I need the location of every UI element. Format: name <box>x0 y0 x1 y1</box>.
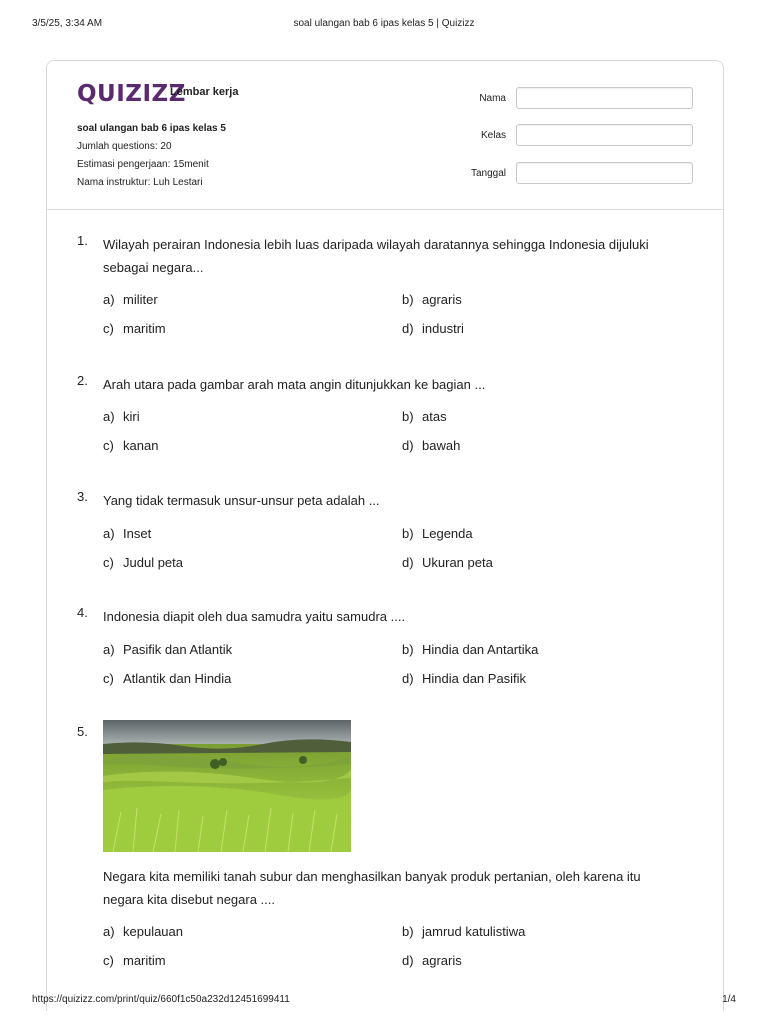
print-footer <box>0 994 768 1024</box>
worksheet <box>46 60 724 1011</box>
quiz-title: soal ulangan bab 6 ipas kelas 5 <box>77 123 226 134</box>
class-field[interactable] <box>516 124 693 146</box>
option-c: c) maritim <box>103 953 166 968</box>
question-text: Yang tidak termasuk unsur-unsur peta adalah ... <box>103 493 380 508</box>
date-label: Tanggal <box>470 167 506 179</box>
option-a: a) Inset <box>103 526 152 541</box>
quiz-meta <box>77 120 226 192</box>
print-url: https://quizizz.com/print/quiz/660f1c50a232d12451699411 <box>32 994 290 1005</box>
option-b: b) jamrud katulistiwa <box>402 924 526 939</box>
option-d: d) agraris <box>402 953 462 968</box>
quizizz-logo: QUIZIZZ <box>77 81 186 107</box>
question-number: 4. <box>77 605 88 620</box>
option-b: b) atas <box>402 409 447 424</box>
page-number: 1/4 <box>722 994 736 1005</box>
class-label: Kelas <box>480 129 506 141</box>
name-label: Nama <box>479 92 506 104</box>
name-field[interactable] <box>516 87 693 109</box>
option-a: a) Pasifik dan Atlantik <box>103 642 233 657</box>
question-text: Arah utara pada gambar arah mata angin ditunjukkan ke bagian ... <box>103 377 486 392</box>
option-c: c) Atlantik dan Hindia <box>103 671 232 686</box>
option-b: b) agraris <box>402 292 462 307</box>
print-title: soal ulangan bab 6 ipas kelas 5 | Quizizz <box>293 18 475 29</box>
time-estimate: Estimasi pengerjaan: 15menit <box>77 159 209 170</box>
option-b: b) Hindia dan Antartika <box>402 642 539 657</box>
question-text: Wilayah perairan Indonesia lebih luas daripada wilayah daratannya sehingga Indonesia dijuluki sebagai negara... <box>103 237 649 275</box>
worksheet-header <box>47 61 723 210</box>
print-date: 3/5/25, 3:34 AM <box>32 18 103 29</box>
option-d: d) Hindia dan Pasifik <box>402 671 527 686</box>
instructor-name: Nama instruktur: Luh Lestari <box>77 177 203 188</box>
question-count: Jumlah questions: 20 <box>77 141 172 152</box>
date-field-row <box>466 162 693 184</box>
print-header <box>0 0 768 40</box>
option-b: b) Legenda <box>402 526 473 541</box>
question-text: Indonesia diapit oleh dua samudra yaitu samudra .... <box>103 609 406 624</box>
option-d: d) Ukuran peta <box>402 555 493 570</box>
question-number: 5. <box>77 724 88 739</box>
option-a: a) kiri <box>103 409 140 424</box>
option-d: d) bawah <box>402 438 461 453</box>
option-d: d) industri <box>402 321 464 336</box>
class-field-row <box>466 124 693 146</box>
question-text: Negara kita memiliki tanah subur dan menghasilkan banyak produk pertanian, oleh karena itu negara kita disebut negara .... <box>103 869 641 907</box>
worksheet-label: Lembar kerja <box>170 86 239 98</box>
option-a: a) militer <box>103 292 158 307</box>
rice-terrace-photo <box>103 720 351 852</box>
option-c: c) Judul peta <box>103 555 183 570</box>
name-field-row <box>466 87 693 109</box>
option-a: a) kepulauan <box>103 924 183 939</box>
date-field[interactable] <box>516 162 693 184</box>
question-number: 1. <box>77 233 88 248</box>
option-c: c) maritim <box>103 321 166 336</box>
question-number: 2. <box>77 373 88 388</box>
option-c: c) kanan <box>103 438 159 453</box>
question-number: 3. <box>77 489 88 504</box>
